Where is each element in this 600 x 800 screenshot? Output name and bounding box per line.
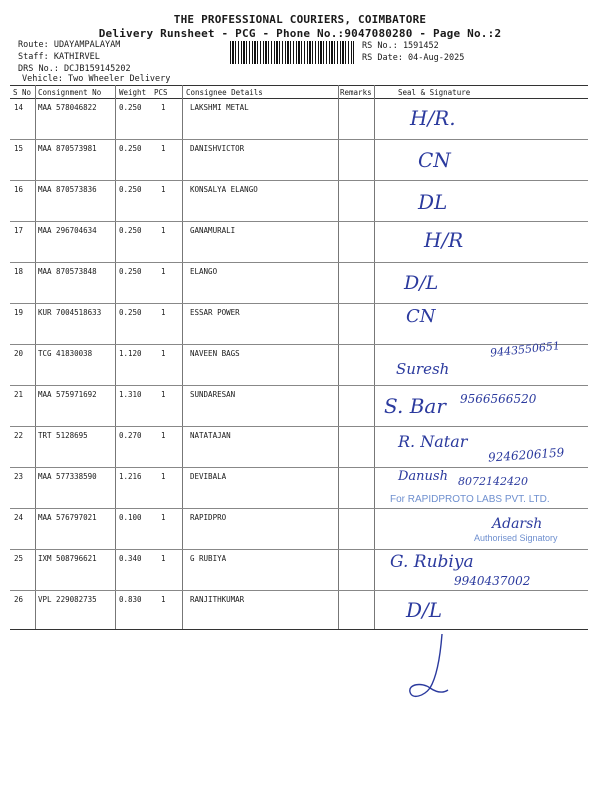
signature-row-22: R. Natar (398, 432, 468, 451)
table-row (10, 140, 588, 181)
row-consignment: MAA 578046822 (38, 103, 97, 112)
row-pcs: 1 (161, 226, 166, 235)
row-sno: 17 (14, 226, 24, 235)
row-pcs: 1 (161, 349, 166, 358)
row-weight: 0.830 (119, 595, 142, 604)
row-weight: 1.216 (119, 472, 142, 481)
row-sno: 15 (14, 144, 24, 153)
phone-row-25: 9940437002 (454, 574, 531, 588)
row-consignee: GANAMURALI (190, 226, 236, 235)
row-consignee: ESSAR POWER (190, 308, 240, 317)
row-pcs: 1 (161, 390, 166, 399)
table-bottom-rule (10, 629, 588, 630)
row-consignment: MAA 296704634 (38, 226, 97, 235)
phone-row-23: 8072142420 (458, 475, 528, 488)
row-sno: 24 (14, 513, 24, 522)
row-consignee: DEVIBALA (190, 472, 227, 481)
barcode-image (230, 41, 354, 64)
row-consignee: SUNDARESAN (190, 390, 236, 399)
table-row (10, 222, 588, 263)
table-top-rule (10, 85, 588, 86)
row-sno: 21 (14, 390, 24, 399)
row-pcs: 1 (161, 103, 166, 112)
row-consignment: TCG 41830038 (38, 349, 93, 358)
row-consignee: NAVEEN BAGS (190, 349, 240, 358)
row-pcs: 1 (161, 554, 166, 563)
row-weight: 0.100 (119, 513, 142, 522)
phone-row-20: 9443550651 (489, 339, 561, 360)
col-pcs: PCS (154, 88, 168, 97)
row-pcs: 1 (161, 595, 166, 604)
row-consignee: NATATAJAN (190, 431, 231, 440)
document-subtitle: Delivery Runsheet - PCG - Phone No.:9047080280 - Page No.:2 (98, 27, 502, 40)
row-sno: 25 (14, 554, 24, 563)
row-sno: 20 (14, 349, 24, 358)
signature-row-25: G. Rubiya (390, 552, 474, 572)
table-row (10, 181, 588, 222)
table-row (10, 304, 588, 345)
row-pcs: 1 (161, 513, 166, 522)
signature-row-20: Suresh (396, 360, 450, 378)
row-weight: 0.270 (119, 431, 142, 440)
route-label: Route: UDAYAMPALAYAM (18, 40, 121, 50)
table-row (10, 99, 588, 140)
row-sno: 18 (14, 267, 24, 276)
authorised-signatory-stamp: Authorised Signatory (474, 533, 558, 543)
col-sno: S No (13, 88, 32, 97)
row-pcs: 1 (161, 185, 166, 194)
signature-row-16: DL (418, 190, 448, 214)
col-consignee: Consignee Details (186, 88, 263, 97)
row-consignee: RANJITHKUMAR (190, 595, 245, 604)
pen-scribble (400, 630, 460, 705)
row-sno: 26 (14, 595, 24, 604)
drs-number: DRS No.: DCJB159145202 (18, 64, 131, 74)
row-consignment: MAA 576797021 (38, 513, 97, 522)
row-weight: 0.250 (119, 308, 142, 317)
row-sno: 22 (14, 431, 24, 440)
signature-row-26: D/L (406, 598, 443, 622)
row-consignment: MAA 575971692 (38, 390, 97, 399)
rs-number: RS No.: 1591452 (362, 41, 439, 51)
row-pcs: 1 (161, 308, 166, 317)
row-weight: 1.120 (119, 349, 142, 358)
row-consignment: MAA 870573848 (38, 267, 97, 276)
row-consignment: MAA 577338590 (38, 472, 97, 481)
company-stamp: For RAPIDPROTO LABS PVT. LTD. (390, 494, 550, 505)
signature-row-17: H/R (424, 228, 464, 252)
row-consignee: G RUBIYA (190, 554, 227, 563)
row-consignment: MAA 870573836 (38, 185, 97, 194)
col-remarks: Remarks (340, 88, 372, 97)
table-row (10, 591, 588, 632)
row-consignee: RAPIDPRO (190, 513, 227, 522)
row-consignee: KONSALYA ELANGO (190, 185, 258, 194)
row-weight: 1.310 (119, 390, 142, 399)
row-sno: 16 (14, 185, 24, 194)
table-row (10, 263, 588, 304)
row-sno: 14 (14, 103, 24, 112)
phone-row-22: 9246206159 (487, 445, 565, 465)
signature-row-14: H/R. (410, 106, 456, 130)
vehicle-label: Vehicle: Two Wheeler Delivery (22, 74, 171, 84)
signature-row-24: Adarsh (492, 516, 543, 532)
col-seal: Seal & Signature (398, 88, 471, 97)
signature-row-18: D/L (404, 272, 439, 294)
col-weight: Weight (119, 88, 147, 97)
row-weight: 0.250 (119, 267, 142, 276)
row-weight: 0.340 (119, 554, 142, 563)
signature-row-23: Danush (398, 469, 448, 484)
row-sno: 23 (14, 472, 24, 481)
signature-row-21: S. Bar (384, 394, 446, 418)
row-consignee: ELANGO (190, 267, 218, 276)
row-consignment: VPL 229082735 (38, 595, 97, 604)
phone-row-21: 9566566520 (460, 392, 537, 406)
staff-label: Staff: KATHIRVEL (18, 52, 100, 62)
row-pcs: 1 (161, 267, 166, 276)
signature-row-15: CN (418, 148, 451, 172)
document-title: THE PROFESSIONAL COURIERS, COIMBATORE (173, 13, 427, 26)
col-consignment: Consignment No (38, 88, 102, 97)
row-sno: 19 (14, 308, 24, 317)
row-consignee: LAKSHMI METAL (190, 103, 249, 112)
row-weight: 0.250 (119, 103, 142, 112)
row-consignment: TRT 5128695 (38, 431, 88, 440)
row-consignment: KUR 7004518633 (38, 308, 102, 317)
row-pcs: 1 (161, 472, 166, 481)
row-weight: 0.250 (119, 185, 142, 194)
row-consignment: IXM 508796621 (38, 554, 97, 563)
signature-row-19: CN (406, 306, 436, 327)
row-consignment: MAA 870573981 (38, 144, 97, 153)
row-consignee: DANISHVICTOR (190, 144, 245, 153)
rs-date: RS Date: 04-Aug-2025 (362, 53, 465, 63)
row-pcs: 1 (161, 144, 166, 153)
row-weight: 0.250 (119, 226, 142, 235)
row-weight: 0.250 (119, 144, 142, 153)
row-pcs: 1 (161, 431, 166, 440)
